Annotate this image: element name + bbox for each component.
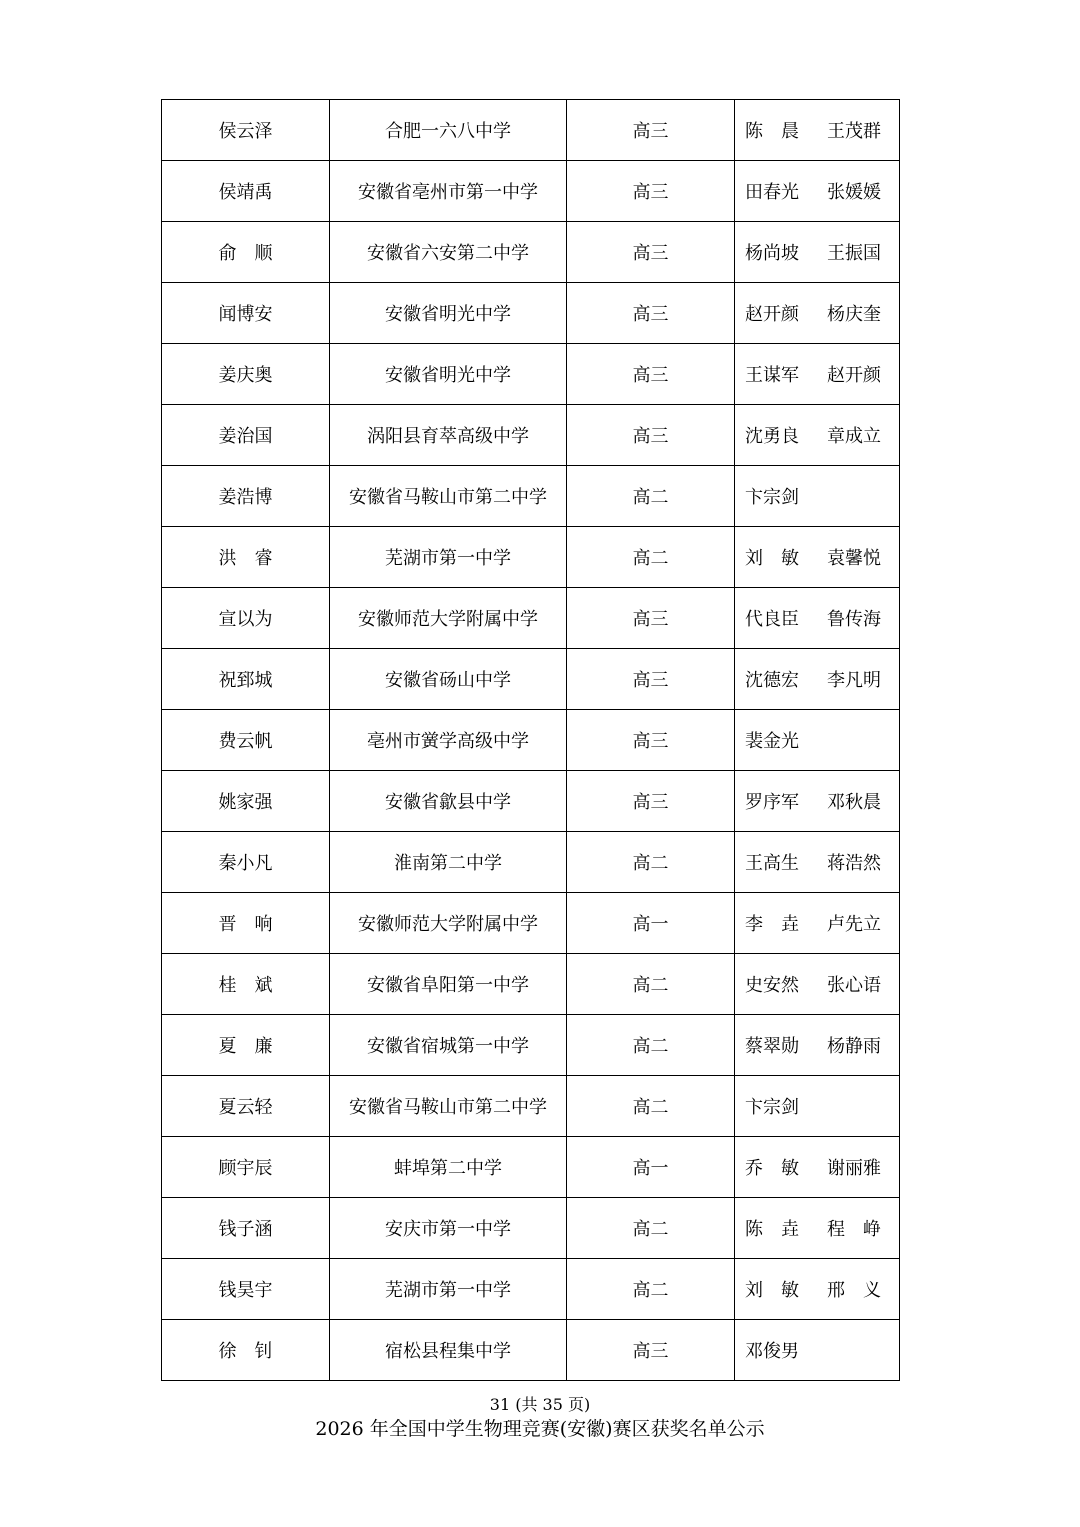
school-cell: 芜湖市第一中学 (330, 527, 567, 588)
grade-cell: 高二 (567, 466, 735, 527)
grade-cell: 高三 (567, 100, 735, 161)
table-row (162, 771, 900, 832)
student-name-cell: 闻博安 (162, 283, 330, 344)
school-cell: 安徽省六安第二中学 (330, 222, 567, 283)
student-name-cell: 姜治国 (162, 405, 330, 466)
coach-secondary: 谢丽雅 (827, 1158, 881, 1179)
coach-secondary: 杨庆奎 (827, 304, 881, 325)
awards-table-body (162, 100, 900, 1381)
coach-cell (735, 1259, 900, 1320)
coach-primary: 田春光 (745, 182, 799, 203)
school-cell: 亳州市黉学高级中学 (330, 710, 567, 771)
grade-cell: 高二 (567, 832, 735, 893)
coach-secondary: 王茂群 (827, 121, 881, 142)
coach-cell (735, 283, 900, 344)
coach-cell (735, 1015, 900, 1076)
coach-secondary: 王振国 (827, 243, 881, 264)
table-row (162, 283, 900, 344)
student-name-cell: 侯靖禹 (162, 161, 330, 222)
coach-primary: 刘 敏 (745, 1280, 799, 1301)
table-row (162, 1320, 900, 1381)
coach-secondary: 邓秋晨 (827, 792, 881, 813)
coach-cell (735, 1137, 900, 1198)
school-cell: 安徽省歙县中学 (330, 771, 567, 832)
coach-cell (735, 100, 900, 161)
school-cell: 安徽省马鞍山市第二中学 (330, 1076, 567, 1137)
grade-cell: 高三 (567, 222, 735, 283)
grade-cell: 高二 (567, 1015, 735, 1076)
student-name-cell: 侯云泽 (162, 100, 330, 161)
table-row (162, 1015, 900, 1076)
grade-cell: 高一 (567, 1137, 735, 1198)
coach-primary: 沈勇良 (745, 426, 799, 447)
coach-primary: 乔 敏 (745, 1158, 799, 1179)
table-row (162, 222, 900, 283)
grade-cell: 高二 (567, 954, 735, 1015)
table-row (162, 344, 900, 405)
coach-primary: 代良臣 (745, 609, 799, 630)
coach-cell (735, 405, 900, 466)
coach-cell (735, 832, 900, 893)
school-cell: 涡阳县育萃高级中学 (330, 405, 567, 466)
school-cell: 安徽省宿城第一中学 (330, 1015, 567, 1076)
table-row (162, 1137, 900, 1198)
coach-primary: 罗序军 (745, 792, 799, 813)
school-cell: 淮南第二中学 (330, 832, 567, 893)
table-row (162, 405, 900, 466)
student-name-cell: 夏 廉 (162, 1015, 330, 1076)
table-row (162, 1259, 900, 1320)
student-name-cell: 姜浩博 (162, 466, 330, 527)
coach-primary: 卞宗剑 (745, 1097, 799, 1118)
coach-primary: 邓俊男 (745, 1341, 799, 1362)
coach-primary: 蔡翠勋 (745, 1036, 799, 1057)
student-name-cell: 秦小凡 (162, 832, 330, 893)
school-cell: 安徽省明光中学 (330, 344, 567, 405)
coach-secondary: 卢先立 (827, 914, 881, 935)
coach-primary: 沈德宏 (745, 670, 799, 691)
coach-primary: 卞宗剑 (745, 487, 799, 508)
table-row (162, 1198, 900, 1259)
table-row (162, 832, 900, 893)
student-name-cell: 宣以为 (162, 588, 330, 649)
school-cell: 安徽省马鞍山市第二中学 (330, 466, 567, 527)
coach-primary: 王谋军 (745, 365, 799, 386)
grade-cell: 高三 (567, 161, 735, 222)
grade-cell: 高三 (567, 771, 735, 832)
coach-secondary: 蒋浩然 (827, 853, 881, 874)
student-name-cell: 夏云轻 (162, 1076, 330, 1137)
coach-cell (735, 893, 900, 954)
school-cell: 安徽省明光中学 (330, 283, 567, 344)
school-cell: 安徽师范大学附属中学 (330, 893, 567, 954)
coach-primary: 裴金光 (745, 731, 799, 752)
table-row (162, 649, 900, 710)
grade-cell: 高三 (567, 1320, 735, 1381)
school-cell: 芜湖市第一中学 (330, 1259, 567, 1320)
document-title: 2026 年全国中学生物理竞赛(安徽)赛区获奖名单公示 (315, 1418, 765, 1440)
school-cell: 宿松县程集中学 (330, 1320, 567, 1381)
coach-secondary: 赵开颜 (827, 365, 881, 386)
grade-cell: 高三 (567, 710, 735, 771)
student-name-cell: 桂 斌 (162, 954, 330, 1015)
grade-cell: 高一 (567, 893, 735, 954)
coach-cell (735, 954, 900, 1015)
coach-cell (735, 710, 900, 771)
school-cell: 安徽师范大学附属中学 (330, 588, 567, 649)
school-cell: 安庆市第一中学 (330, 1198, 567, 1259)
coach-cell (735, 771, 900, 832)
coach-secondary: 袁馨悦 (827, 548, 881, 569)
student-name-cell: 钱昊宇 (162, 1259, 330, 1320)
coach-primary: 刘 敏 (745, 548, 799, 569)
coach-cell (735, 222, 900, 283)
coach-cell (735, 161, 900, 222)
coach-secondary: 杨静雨 (827, 1036, 881, 1057)
table-row (162, 527, 900, 588)
student-name-cell: 祝郅城 (162, 649, 330, 710)
table-row (162, 466, 900, 527)
table-row (162, 588, 900, 649)
awards-table (161, 99, 900, 1381)
coach-cell (735, 344, 900, 405)
page-number: 31 (共 35 页) (489, 1395, 591, 1414)
grade-cell: 高二 (567, 1198, 735, 1259)
table-row (162, 893, 900, 954)
student-name-cell: 姚家强 (162, 771, 330, 832)
coach-cell (735, 649, 900, 710)
school-cell: 安徽省阜阳第一中学 (330, 954, 567, 1015)
student-name-cell: 俞 顺 (162, 222, 330, 283)
student-name-cell: 钱子涵 (162, 1198, 330, 1259)
coach-secondary: 李凡明 (827, 670, 881, 691)
grade-cell: 高二 (567, 1076, 735, 1137)
coach-secondary: 章成立 (827, 426, 881, 447)
student-name-cell: 顾宇辰 (162, 1137, 330, 1198)
grade-cell: 高三 (567, 405, 735, 466)
coach-secondary: 邢 义 (827, 1280, 881, 1301)
coach-secondary: 程 峥 (827, 1219, 881, 1240)
coach-primary: 陈 垚 (745, 1219, 799, 1240)
coach-cell (735, 588, 900, 649)
school-cell: 合肥一六八中学 (330, 100, 567, 161)
coach-secondary: 鲁传海 (827, 609, 881, 630)
grade-cell: 高三 (567, 344, 735, 405)
table-row (162, 161, 900, 222)
school-cell: 安徽省砀山中学 (330, 649, 567, 710)
student-name-cell: 费云帆 (162, 710, 330, 771)
coach-cell (735, 1320, 900, 1381)
coach-primary: 杨尚坡 (745, 243, 799, 264)
coach-secondary: 张媛媛 (827, 182, 881, 203)
coach-primary: 王高生 (745, 853, 799, 874)
table-row (162, 100, 900, 161)
student-name-cell: 徐 钊 (162, 1320, 330, 1381)
student-name-cell: 洪 睿 (162, 527, 330, 588)
coach-secondary: 张心语 (827, 975, 881, 996)
grade-cell: 高二 (567, 1259, 735, 1320)
coach-primary: 赵开颜 (745, 304, 799, 325)
coach-primary: 史安然 (745, 975, 799, 996)
coach-cell (735, 1198, 900, 1259)
table-row (162, 954, 900, 1015)
table-row (162, 1076, 900, 1137)
coach-cell (735, 466, 900, 527)
student-name-cell: 姜庆奥 (162, 344, 330, 405)
coach-primary: 陈 晨 (745, 121, 799, 142)
school-cell: 蚌埠第二中学 (330, 1137, 567, 1198)
school-cell: 安徽省亳州市第一中学 (330, 161, 567, 222)
coach-cell (735, 527, 900, 588)
student-name-cell: 晋 响 (162, 893, 330, 954)
table-row (162, 710, 900, 771)
grade-cell: 高二 (567, 527, 735, 588)
grade-cell: 高三 (567, 283, 735, 344)
grade-cell: 高三 (567, 588, 735, 649)
coach-primary: 李 垚 (745, 914, 799, 935)
coach-cell (735, 1076, 900, 1137)
grade-cell: 高三 (567, 649, 735, 710)
